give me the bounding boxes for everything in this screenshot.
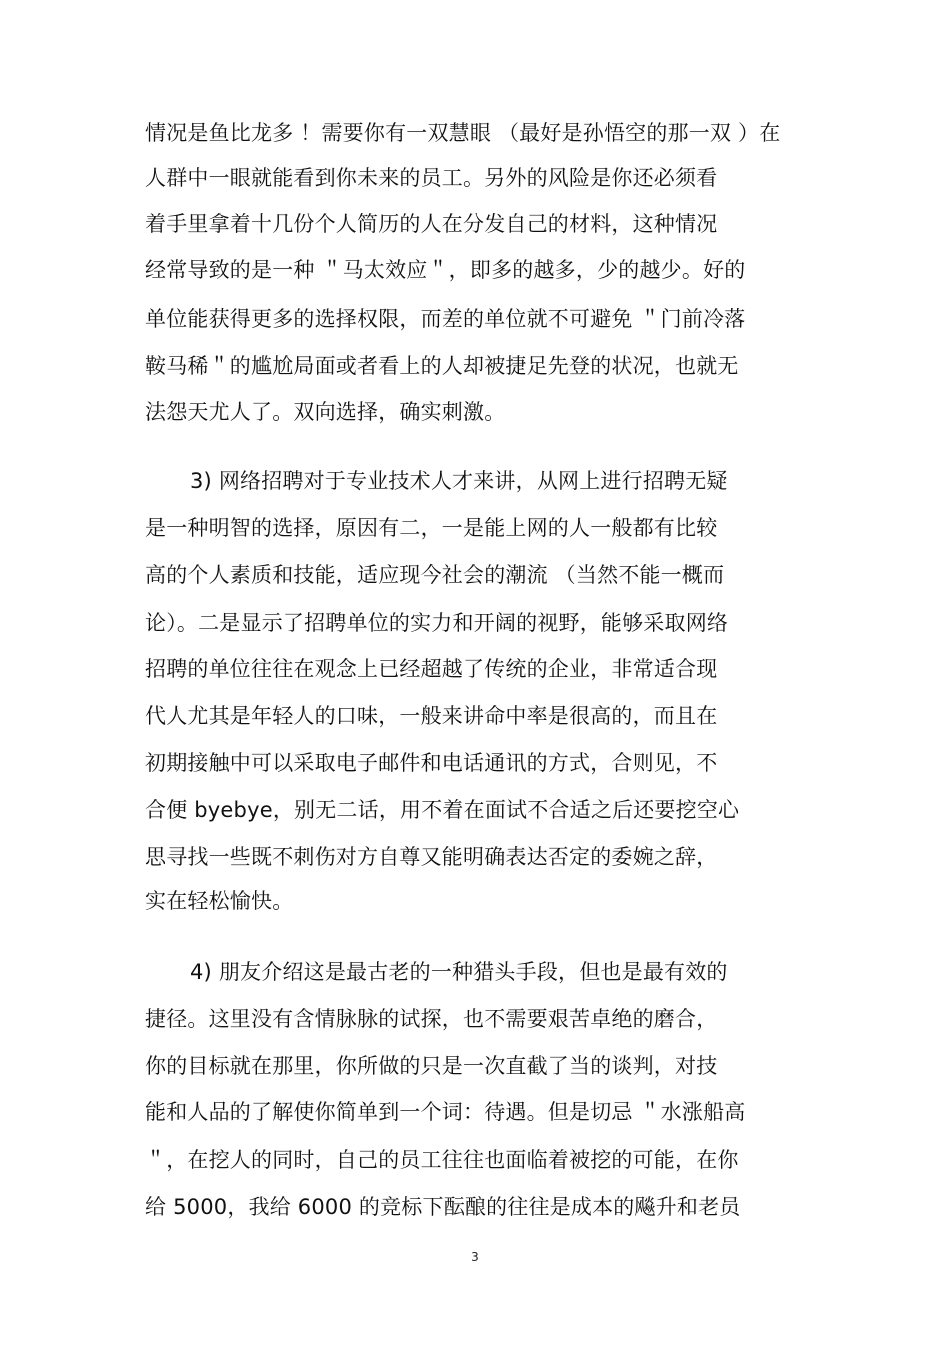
page-number: 3 bbox=[471, 1250, 479, 1264]
paragraph-1-line-1: 情况是鱼比龙多 ！需要你有一双慧眼 （最好是孙悟空的那一双 ）在 bbox=[145, 121, 781, 145]
paragraph-2-line-10: 实在轻松愉快。 bbox=[145, 889, 294, 913]
paragraph-3-line-2: 捷径。这里没有含情脉脉的试探，也不需要艰苦卓绝的磨合， bbox=[145, 1007, 718, 1031]
paragraph-2-line-8: 合便 byebye，别无二话，用不着在面试不合适之后还要挖空心 bbox=[145, 798, 740, 822]
paragraph-2-line-2: 是一种明智的选择，原因有二，一是能上网的人一般都有比较 bbox=[145, 516, 718, 540]
paragraph-3-line-3: 你的目标就在那里，你所做的只是一次直截了当的谈判，对技 bbox=[145, 1054, 718, 1078]
paragraph-1-line-6: 鞍马稀＂的尴尬局面或者看上的人却被捷足先登的状况，也就无 bbox=[145, 354, 739, 378]
paragraph-2-line-7: 初期接触中可以采取电子邮件和电话通讯的方式，合则见，不 bbox=[145, 751, 718, 775]
paragraph-2-line-3: 高的个人素质和技能，适应现今社会的潮流 （当然不能一概而 bbox=[145, 563, 725, 587]
paragraph-2-line-9: 思寻找一些既不刺伤对方自尊又能明确表达否定的委婉之辞， bbox=[145, 845, 718, 869]
paragraph-1-line-2: 人群中一眼就能看到你未来的员工。另外的风险是你还必须看 bbox=[145, 166, 718, 190]
paragraph-3-line-1: 4) 朋友介绍这是最古老的一种猎头手段，但也是最有效的 bbox=[190, 960, 728, 984]
paragraph-2-line-1: 3) 网络招聘对于专业技术人才来讲，从网上进行招聘无疑 bbox=[190, 469, 728, 493]
paragraph-3-line-4: 能和人品的了解使你简单到一个词：待遇。但是切忌 ＂水涨船高 bbox=[145, 1100, 746, 1124]
paragraph-1-line-7: 法怨天尤人了。双向选择，确实刺激。 bbox=[145, 400, 506, 424]
paragraph-3-line-5: ＂，在挖人的同时，自己的员工往往也面临着被挖的可能，在你 bbox=[145, 1148, 739, 1172]
paragraph-2-line-4: 论）。二是显示了招聘单位的实力和开阔的视野，能够采取网络 bbox=[145, 611, 729, 635]
paragraph-3-line-6: 给 5000，我给 6000 的竞标下酝酿的往往是成本的飚升和老员 bbox=[145, 1195, 741, 1219]
paragraph-2-line-5: 招聘的单位往往在观念上已经超越了传统的企业，非常适合现 bbox=[145, 657, 718, 681]
paragraph-2-line-6: 代人尤其是年轻人的口味，一般来讲命中率是很高的，而且在 bbox=[145, 704, 718, 728]
paragraph-1-line-3: 着手里拿着十几份个人简历的人在分发自己的材料，这种情况 bbox=[145, 212, 718, 236]
paragraph-1-line-4: 经常导致的是一种 ＂马太效应＂，即多的越多，少的越少。好的 bbox=[145, 258, 746, 282]
paragraph-1-line-5: 单位能获得更多的选择权限，而差的单位就不可避免 ＂门前冷落 bbox=[145, 307, 746, 331]
